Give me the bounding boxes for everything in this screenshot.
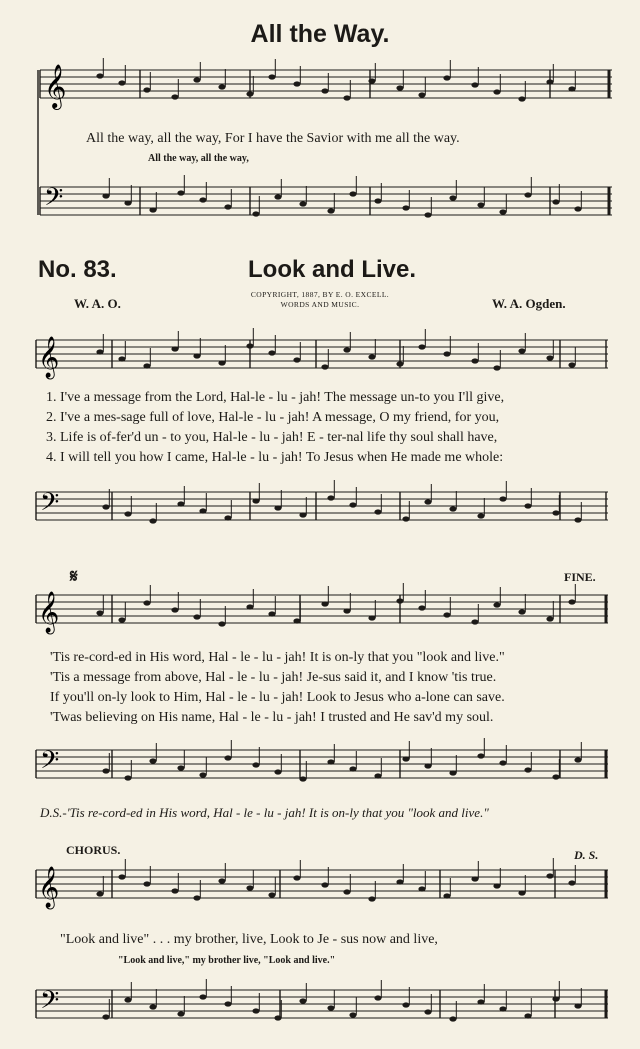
note-head xyxy=(552,510,559,515)
note-head xyxy=(171,607,178,612)
note-head xyxy=(424,499,431,504)
note-head xyxy=(299,201,306,206)
note-head xyxy=(349,502,356,507)
note-head xyxy=(218,878,225,883)
note-head xyxy=(424,763,431,768)
bass-clef-icon: 𝄢 xyxy=(44,183,64,218)
note-head xyxy=(374,198,381,203)
ds-label: D. S. xyxy=(574,848,599,862)
note-head xyxy=(124,775,131,780)
note-head xyxy=(327,495,334,500)
note-head xyxy=(493,365,500,370)
note-head xyxy=(418,605,425,610)
note-head xyxy=(124,511,131,516)
note-head xyxy=(343,608,350,613)
note-head xyxy=(493,602,500,607)
note-head xyxy=(299,998,306,1003)
note-head xyxy=(546,79,553,84)
note-head xyxy=(402,516,409,521)
note-head xyxy=(102,1014,109,1019)
note-head xyxy=(443,893,450,898)
note-head xyxy=(471,619,478,624)
note-head xyxy=(402,1002,409,1007)
note-head xyxy=(568,599,575,604)
note-head xyxy=(224,1001,231,1006)
note-head xyxy=(218,621,225,626)
note-head xyxy=(349,191,356,196)
note-head xyxy=(274,194,281,199)
note-head xyxy=(493,89,500,94)
note-head xyxy=(518,348,525,353)
note-head xyxy=(252,211,259,216)
note-head xyxy=(102,193,109,198)
ds-text-line: D.S.-'Tis re-cord-ed in His word, Hal - le - lu - jah! It is on-ly that you "look and live." xyxy=(40,805,489,820)
note-head xyxy=(443,612,450,617)
note-head xyxy=(396,85,403,90)
copyright-line-2: WORDS AND MUSIC. xyxy=(280,300,360,309)
note-head xyxy=(124,200,131,205)
note-head xyxy=(546,873,553,878)
note-head xyxy=(443,351,450,356)
note-head xyxy=(343,889,350,894)
note-head xyxy=(199,197,206,202)
note-head xyxy=(493,883,500,888)
note-head xyxy=(252,762,259,767)
note-head xyxy=(118,80,125,85)
note-head xyxy=(424,212,431,217)
note-head xyxy=(574,1003,581,1008)
note-head xyxy=(177,1011,184,1016)
note-head xyxy=(552,199,559,204)
note-head xyxy=(574,206,581,211)
note-head xyxy=(368,896,375,901)
note-head xyxy=(252,498,259,503)
note-head xyxy=(149,207,156,212)
song1-lyric-line: All the way, all the way, For I have the Savior with me all the way. xyxy=(86,131,460,146)
note-head xyxy=(518,96,525,101)
note-head xyxy=(396,879,403,884)
note-head xyxy=(143,87,150,92)
hymn-number: No. 83. xyxy=(38,256,117,283)
note-head xyxy=(524,1013,531,1018)
treble-clef-icon: 𝄞 xyxy=(38,867,60,908)
note-head xyxy=(193,77,200,82)
note-head xyxy=(477,753,484,758)
note-head xyxy=(268,74,275,79)
note-head xyxy=(402,205,409,210)
note-head xyxy=(574,757,581,762)
verse-2-line-a: 2. I've a mes-sage full of love, Hal-le - lu - jah! A message, O my friend, for you, xyxy=(46,410,500,425)
treble-clef-icon: 𝄞 xyxy=(44,64,67,108)
note-head xyxy=(177,765,184,770)
note-head xyxy=(268,350,275,355)
note-head xyxy=(499,1006,506,1011)
note-head xyxy=(268,611,275,616)
note-head xyxy=(96,610,103,615)
note-head xyxy=(402,756,409,761)
note-head xyxy=(96,349,103,354)
note-head xyxy=(499,496,506,501)
note-head xyxy=(274,1015,281,1020)
note-head xyxy=(274,505,281,510)
segno-mark: 𝄋 xyxy=(70,566,78,586)
note-head xyxy=(299,776,306,781)
note-head xyxy=(396,361,403,366)
note-head xyxy=(268,892,275,897)
note-head xyxy=(499,209,506,214)
note-head xyxy=(477,999,484,1004)
chorus-echo-line: "Look and live," my brother live, "Look and live." xyxy=(118,955,336,966)
note-head xyxy=(171,94,178,99)
note-head xyxy=(177,190,184,195)
note-head xyxy=(471,358,478,363)
note-head xyxy=(418,92,425,97)
verse-4-line-b: 'Twas believing on His name, Hal - le - lu - jah! I trusted and He sav'd my soul. xyxy=(50,710,494,725)
note-head xyxy=(321,364,328,369)
lyricist: W. A. O. xyxy=(74,296,121,311)
note-head xyxy=(568,86,575,91)
note-head xyxy=(177,501,184,506)
note-head xyxy=(499,760,506,765)
note-head xyxy=(396,598,403,603)
copyright-line-1: COPYRIGHT, 1887, BY E. O. EXCELL. xyxy=(250,290,390,299)
note-head xyxy=(568,880,575,885)
note-head xyxy=(524,192,531,197)
note-head xyxy=(246,91,253,96)
composer: W. A. Ogden. xyxy=(492,296,566,311)
note-head xyxy=(171,888,178,893)
note-head xyxy=(224,204,231,209)
bass-clef-icon: 𝄢 xyxy=(40,746,60,781)
note-head xyxy=(171,346,178,351)
note-head xyxy=(477,202,484,207)
verse-1-line-a: 1. I've a message from the Lord, Hal-le - lu - jah! The message un-to you I'll give, xyxy=(46,390,505,405)
song-title-look-and-live: Look and Live. xyxy=(248,256,417,283)
note-head xyxy=(224,515,231,520)
note-head xyxy=(449,195,456,200)
note-head xyxy=(149,758,156,763)
note-head xyxy=(193,614,200,619)
note-head xyxy=(246,343,253,348)
chorus-label: CHORUS. xyxy=(66,843,121,857)
note-head xyxy=(343,347,350,352)
note-head xyxy=(327,1005,334,1010)
note-head xyxy=(321,601,328,606)
treble-clef-icon: 𝄞 xyxy=(38,337,60,378)
note-head xyxy=(246,604,253,609)
note-head xyxy=(149,518,156,523)
note-head xyxy=(574,517,581,522)
note-head xyxy=(374,995,381,1000)
note-head xyxy=(293,357,300,362)
note-head xyxy=(349,766,356,771)
note-head xyxy=(96,891,103,896)
verse-3-line-a: 3. Life is of-fer'd un - to you, Hal-le - lu - jah! E - ter-nal life thy soul shall have, xyxy=(46,430,498,445)
note-head xyxy=(568,362,575,367)
note-head xyxy=(374,509,381,514)
note-head xyxy=(299,512,306,517)
note-head xyxy=(321,88,328,93)
note-head xyxy=(449,1016,456,1021)
note-head xyxy=(224,755,231,760)
note-head xyxy=(246,885,253,890)
note-head xyxy=(199,772,206,777)
chorus-lyric-line: "Look and live" . . . my brother, live, Look to Je - sus now and live, xyxy=(60,932,438,947)
note-head xyxy=(199,994,206,999)
note-head xyxy=(374,773,381,778)
verse-1-line-b: 'Tis re-cord-ed in His word, Hal - le - lu - jah! It is on-ly that you "look and live." xyxy=(50,650,505,665)
note-head xyxy=(443,75,450,80)
note-head xyxy=(471,82,478,87)
note-head xyxy=(524,503,531,508)
song1-echo-line: All the way, all the way, xyxy=(148,153,249,164)
note-head xyxy=(193,353,200,358)
note-head xyxy=(546,355,553,360)
note-head xyxy=(118,356,125,361)
verse-4-line-a: 4. I will tell you how I came, Hal-le - lu - jah! To Jesus when He made me whole: xyxy=(46,450,504,465)
note-head xyxy=(368,78,375,83)
note-head xyxy=(349,1012,356,1017)
note-head xyxy=(471,876,478,881)
note-head xyxy=(143,363,150,368)
note-head xyxy=(368,615,375,620)
note-head xyxy=(518,609,525,614)
note-head xyxy=(418,886,425,891)
note-head xyxy=(274,769,281,774)
bass-clef-icon: 𝄢 xyxy=(40,986,60,1021)
fine-label: FINE. xyxy=(564,570,596,584)
note-head xyxy=(552,996,559,1001)
note-head xyxy=(252,1008,259,1013)
note-head xyxy=(368,354,375,359)
note-head xyxy=(424,1009,431,1014)
note-head xyxy=(293,618,300,623)
note-head xyxy=(218,360,225,365)
note-head xyxy=(218,84,225,89)
note-head xyxy=(102,768,109,773)
note-head xyxy=(293,81,300,86)
note-head xyxy=(102,504,109,509)
note-head xyxy=(143,881,150,886)
note-head xyxy=(96,73,103,78)
note-head xyxy=(118,617,125,622)
note-head xyxy=(449,506,456,511)
note-head xyxy=(327,759,334,764)
note-head xyxy=(418,344,425,349)
note-head xyxy=(327,208,334,213)
note-head xyxy=(449,770,456,775)
note-head xyxy=(118,874,125,879)
note-head xyxy=(518,890,525,895)
verse-2-line-b: 'Tis a message from above, Hal - le - lu - jah! Je-sus said it, and I know 'tis true. xyxy=(50,670,497,685)
note-head xyxy=(552,774,559,779)
note-head xyxy=(546,616,553,621)
note-head xyxy=(193,895,200,900)
note-head xyxy=(124,997,131,1002)
note-head xyxy=(477,513,484,518)
treble-clef-icon: 𝄞 xyxy=(38,592,60,633)
verse-3-line-b: If you'll on-ly look to Him, Hal - le - lu - jah! Look to Jesus who a-lone can save. xyxy=(50,690,505,705)
bass-clef-icon: 𝄢 xyxy=(40,488,60,523)
note-head xyxy=(199,508,206,513)
note-head xyxy=(143,600,150,605)
note-head xyxy=(524,767,531,772)
note-head xyxy=(293,875,300,880)
note-head xyxy=(321,882,328,887)
song-title-all-the-way: All the Way. xyxy=(250,20,390,48)
note-head xyxy=(343,95,350,100)
note-head xyxy=(149,1004,156,1009)
